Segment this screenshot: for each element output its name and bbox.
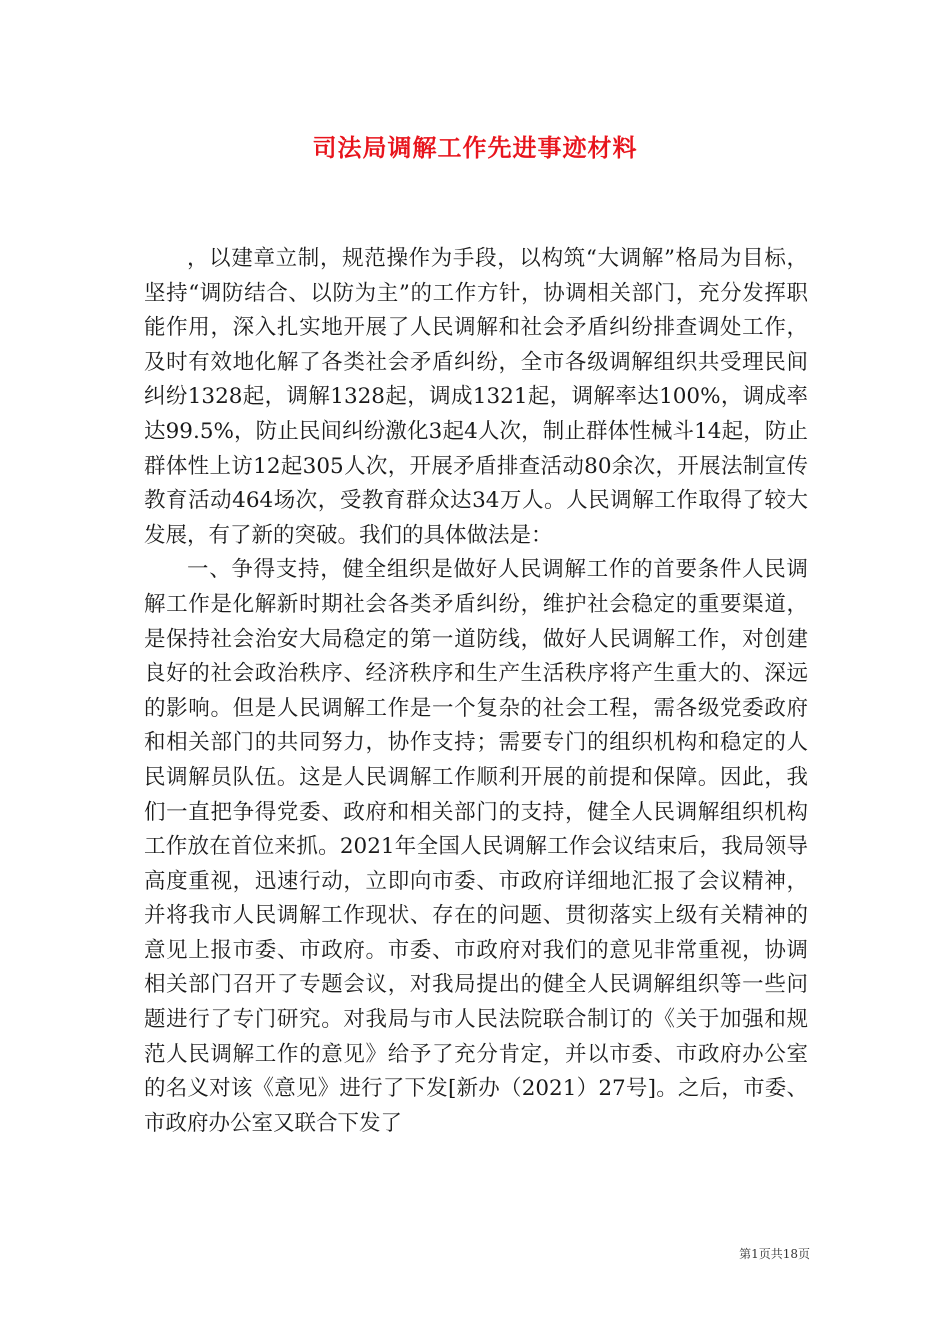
document-body: [144, 242, 808, 1141]
paragraph-section-one: 一、争得支持，健全组织是做好人民调解工作的首要条件人民调解工作是化解新时期社会各类矛盾纠纷，维护社会稳定的重要渠道，是保持社会治安大局稳定的第一道防线，做好人民调解工作，对创建良好的社会政治秩序、经济秩序和生产生活秩序将产生重大的、深远的影响。但是人民调解工作是一个复杂的社会工程，需各级党委政府和相关部门的共同努力，协作支持；需要专门的组织机构和稳定的人民调解员队伍。这是人民调解工作顺利开展的前提和保障。因此，我们一直把争得党委、政府和相关部门的支持，健全人民调解组织机构工作放在首位来抓。2021年全国人民调解工作会议结束后，我局领导高度重视，迅速行动，立即向市委、市政府详细地汇报了会议精神，并将我市人民调解工作现状、存在的问题、贯彻落实上级有关精神的意见上报市委、市政府。市委、市政府对我们的意见非常重视，协调相关部门召开了专题会议，对我局提出的健全人民调解组织等一些问题进行了专门研究。对我局与市人民法院联合制订的《关于加强和规范人民调解工作的意见》给予了充分肯定，并以市委、市政府办公室的名义对该《意见》进行了下发[新办（2021）27号]。之后，市委、市政府办公室又联合下发了: [144, 557, 808, 1136]
page-title: 司法局调解工作先进事迹材料: [312, 133, 638, 162]
paragraph-intro: ，以建章立制，规范操作为手段，以构筑“大调解”格局为目标，坚持“调防结合、以防为主”的工作方针，协调相关部门，充分发挥职能作用，深入扎实地开展了人民调解和社会矛盾纠纷排查调处工作，及时有效地化解了各类社会矛盾纠纷，全市各级调解组织共受理民间纠纷1328起，调解1328起，调成1321起，调解率达100%，调成率达99.5%，防止民间纠纷激化3起4人次，制止群体性械斗14起，防止群体性上访12起305人次，开展矛盾排查活动80余次，开展法制宣传教育活动464场次，受教育群众达34万人。人民调解工作取得了较大发展，有了新的突破。我们的具体做法是：: [144, 246, 808, 548]
page-number: 第1页共18页: [739, 1247, 810, 1261]
